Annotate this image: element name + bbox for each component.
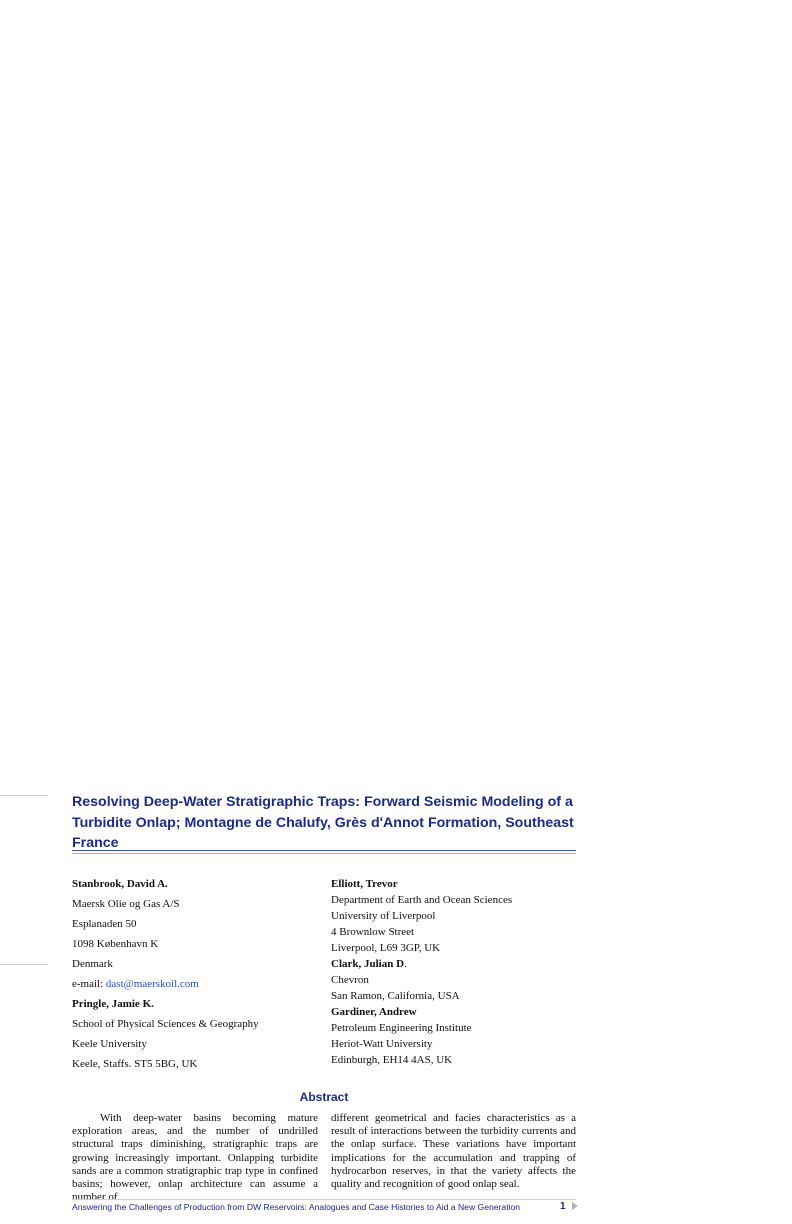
abstract-column-1: With deep-water basins becoming mature exploration areas, and the number of undrilled structural traps diminishing, stratigraphic traps are growing increasingly important. Onlapping turbidite sands are a common stratigraphic trap type in confined basins; however, onlap architecture can assume a number of: [72, 1112, 318, 1204]
author-affiliation: Department of Earth and Ocean Sciences: [331, 894, 513, 906]
left-margin-rule-top: [0, 795, 48, 796]
author-address: Edinburgh, EH14 4AS, UK: [331, 1054, 453, 1066]
author-affiliation: Petroleum Engineering Institute: [331, 1022, 472, 1034]
email-label: e-mail:: [72, 978, 106, 990]
author-affiliation: Heriot-Watt University: [331, 1038, 433, 1050]
author-affiliation: University of Liverpool: [331, 910, 436, 922]
author-affiliation: Maersk Olie og Gas A/S: [72, 898, 180, 910]
author-address: Denmark: [72, 958, 113, 970]
author-address: Liverpool, L69 3GP, UK: [331, 942, 441, 954]
abstract-heading: Abstract: [299, 1090, 349, 1104]
author-address: 4 Brownlow Street: [331, 926, 415, 938]
email-link[interactable]: dast@maerskoil.com: [105, 978, 199, 990]
author-block-left: [72, 876, 312, 1072]
author-affiliation: School of Physical Sciences & Geography: [72, 1018, 259, 1030]
author-name: Stanbrook, David A.: [72, 878, 168, 890]
author-address: Keele, Staffs. ST5 5BG, UK: [72, 1058, 198, 1070]
author-block-right: [331, 876, 581, 1068]
author-name: Gardiner, Andrew: [331, 1006, 417, 1018]
title-rule-gold: [72, 853, 576, 854]
author-name-line: Clark, Julian D.: [331, 958, 407, 970]
author-name: Elliott, Trevor: [331, 878, 398, 890]
left-margin-rule-bottom: [0, 964, 48, 965]
author-address: San Ramon, California, USA: [331, 990, 460, 1002]
author-name: Clark, Julian D: [331, 958, 405, 970]
paper-title: Resolving Deep-Water Stratigraphic Traps: Forward Seismic Modeling of a Turbidite Onlap; Montagne de Chalufy, Grès d'Annot Formation, Southeast France: [72, 794, 574, 851]
author-affiliation: Chevron: [331, 974, 369, 986]
author-address: Esplanaden 50: [72, 918, 137, 930]
author-email-line: [72, 976, 312, 992]
author-affiliation: Keele University: [72, 1038, 147, 1050]
author-address: 1098 København K: [72, 938, 159, 950]
abstract-column-2: different geometrical and facies characteristics as a result of interactions between the turbidity currents and the onlap surface. These variations have important implications for the accumulation and trapping of hydrocarbon reserves, in that the variety affects the quality and recognition of good onlap seal.: [331, 1112, 576, 1191]
footer-rule: [72, 1199, 576, 1200]
page-number: 1: [560, 1201, 566, 1212]
author-name: Pringle, Jamie K.: [72, 998, 154, 1010]
next-page-arrow-icon[interactable]: [572, 1202, 578, 1210]
title-rule-blue: [72, 850, 576, 851]
footer-text: Answering the Challenges of Production from DW Reservoirs: Analogues and Case Histories to Aid a New Generation: [72, 1202, 521, 1212]
